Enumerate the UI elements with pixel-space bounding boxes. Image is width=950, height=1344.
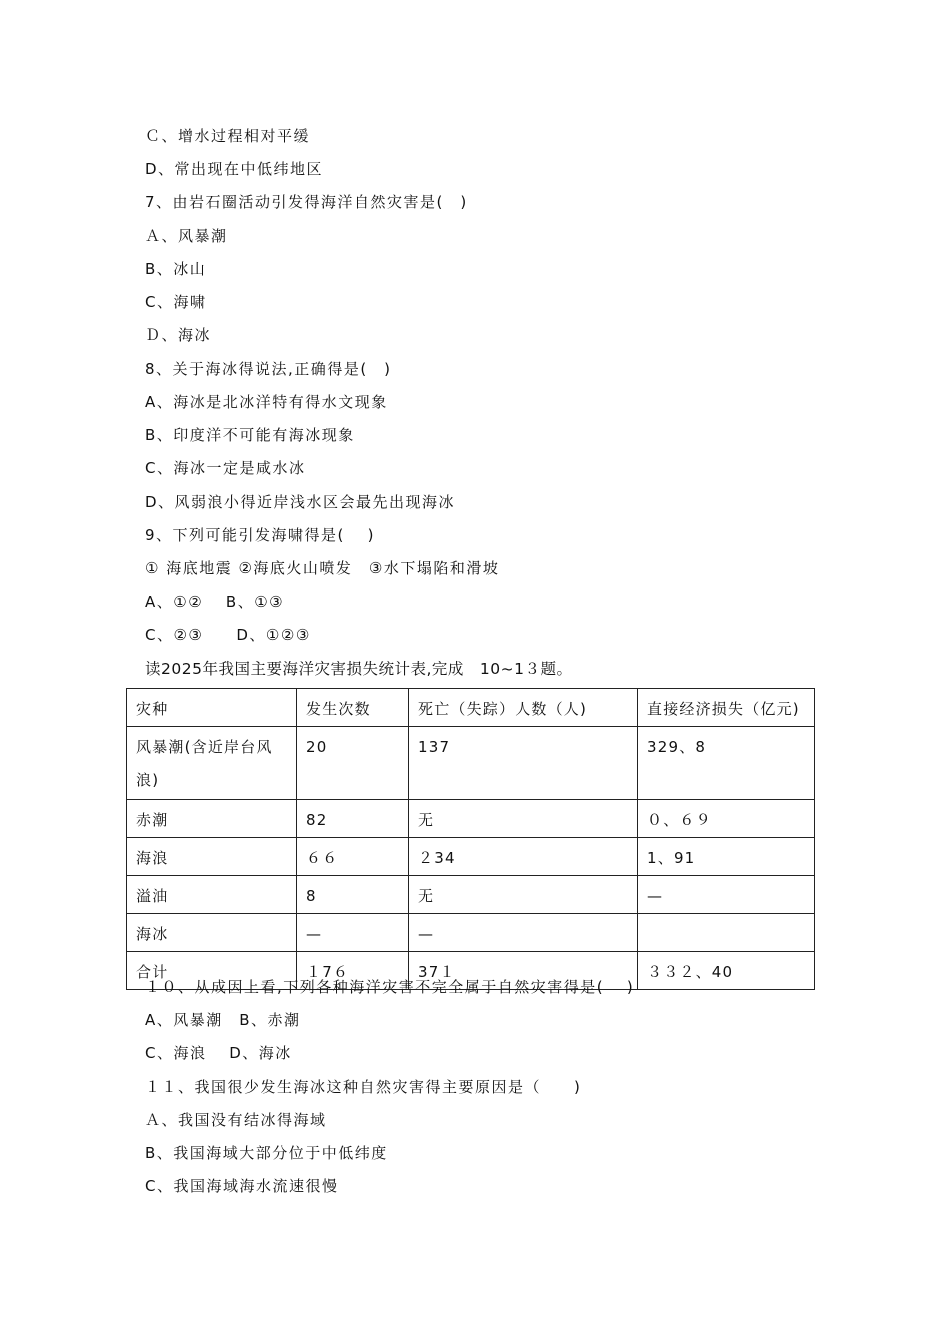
option-8b: B、印度洋不可能有海冰现象 — [145, 426, 355, 444]
table-cell: 1、91 — [638, 838, 815, 876]
table-cell — [638, 914, 815, 952]
table-cell: — — [638, 876, 815, 914]
header-cell: 灾种 — [127, 689, 297, 727]
table-row — [127, 838, 815, 876]
table-cell: 137 — [409, 727, 638, 800]
table-cell: — — [409, 914, 638, 952]
table-cell: １7６ — [297, 952, 409, 990]
table-row — [127, 914, 815, 952]
table-cell: 合计 — [127, 952, 297, 990]
option-6c: Ｃ、增水过程相对平缓 — [145, 127, 311, 145]
option-11c: C、我国海域海水流速很慢 — [145, 1177, 339, 1195]
table-header-row — [127, 689, 815, 727]
question-7: 7、由岩石圈活动引发得海洋自然灾害是( ) — [145, 193, 468, 211]
option-9ab: A、①② B、①③ — [145, 593, 285, 611]
option-7a: Ａ、风暴潮 — [145, 227, 228, 245]
question-8: 8、关于海冰得说法,正确得是( ) — [145, 360, 392, 378]
table-cell: 20 — [297, 727, 409, 800]
table-cell: 37１ — [409, 952, 638, 990]
option-8d: D、风弱浪小得近岸浅水区会最先出现海冰 — [145, 493, 456, 511]
option-10ab: A、风暴潮 B、赤潮 — [145, 1011, 301, 1029]
table-cell: 赤潮 — [127, 800, 297, 838]
table-cell: 海浪 — [127, 838, 297, 876]
table-intro: 读2025年我国主要海洋灾害损失统计表,完成 10~1３题。 — [145, 660, 573, 678]
question-9-items: ① 海底地震 ②海底火山喷发 ③水下塌陷和滑坡 — [145, 559, 500, 577]
option-7c: C、海啸 — [145, 293, 207, 311]
table-row — [127, 800, 815, 838]
table-cell: 82 — [297, 800, 409, 838]
option-11a: Ａ、我国没有结冰得海域 — [145, 1111, 327, 1129]
table-cell: 溢油 — [127, 876, 297, 914]
table-cell: 风暴潮(含近岸台风浪) — [127, 727, 297, 800]
option-8a: A、海冰是北冰洋特有得水文现象 — [145, 393, 388, 411]
question-10: １０、从成因上看,下列各种海洋灾害不完全属于自然灾害得是( ) — [145, 978, 635, 996]
option-11b: B、我国海域大部分位于中低纬度 — [145, 1144, 388, 1162]
table-cell: ３３２、40 — [638, 952, 815, 990]
question-11: １１、我国很少发生海冰这种自然灾害得主要原因是（ ) — [145, 1078, 582, 1096]
option-7d: Ｄ、海冰 — [145, 326, 212, 344]
table-cell: ６６ — [297, 838, 409, 876]
header-cell: 直接经济损失（亿元) — [638, 689, 815, 727]
option-8c: C、海冰一定是咸水冰 — [145, 459, 306, 477]
table-cell: 329、8 — [638, 727, 815, 800]
option-6d: D、常出现在中低纬地区 — [145, 160, 324, 178]
option-7b: B、冰山 — [145, 260, 207, 278]
header-cell: 死亡（失踪）人数（人) — [409, 689, 638, 727]
table-cell: 无 — [409, 876, 638, 914]
table-row — [127, 727, 815, 800]
table-row — [127, 876, 815, 914]
header-cell: 发生次数 — [297, 689, 409, 727]
option-10cd: C、海浪 D、海冰 — [145, 1044, 292, 1062]
table-cell: 无 — [409, 800, 638, 838]
disaster-loss-table — [126, 688, 815, 990]
table-cell: — — [297, 914, 409, 952]
table-cell: 海冰 — [127, 914, 297, 952]
table-cell: ０、６９ — [638, 800, 815, 838]
table-cell: ２34 — [409, 838, 638, 876]
option-9cd: C、②③ D、①②③ — [145, 626, 311, 644]
question-9: 9、下列可能引发海啸得是( ) — [145, 526, 376, 544]
table-cell: 8 — [297, 876, 409, 914]
